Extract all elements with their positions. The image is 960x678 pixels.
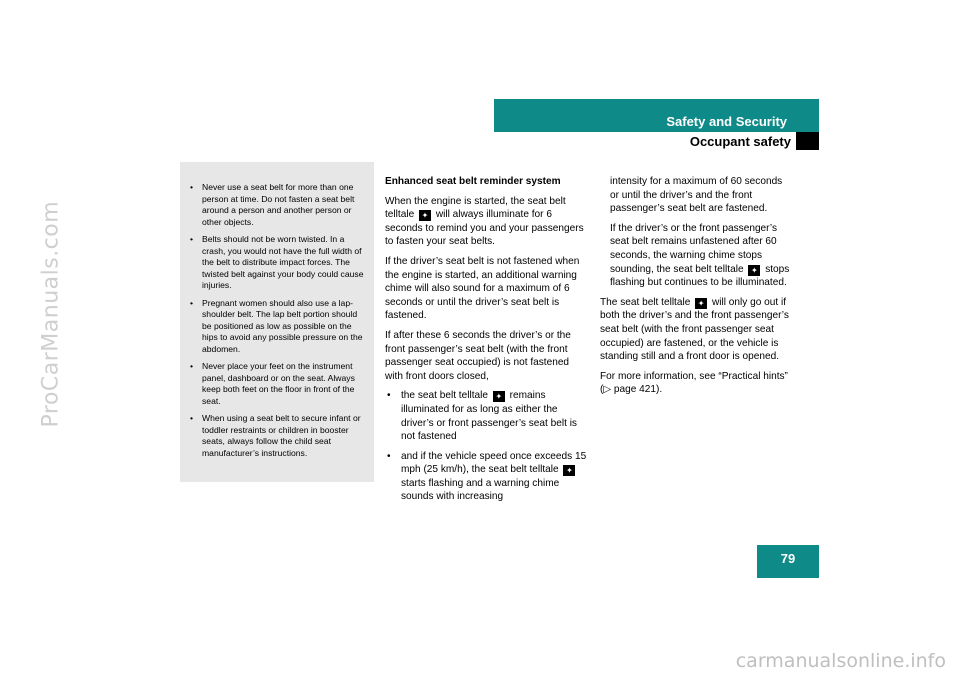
header-marker: [796, 132, 819, 150]
header-bar: [494, 99, 819, 132]
watermark-procarmanuals: ProCarManuals.com: [38, 200, 64, 428]
seat-belt-telltale-icon: ✦: [695, 298, 707, 309]
seat-belt-telltale-icon: ✦: [419, 210, 431, 221]
seat-belt-telltale-icon: ✦: [563, 465, 575, 476]
paragraph: If after these 6 seconds the driver’s or the front passenger’s seat belt (with the front passenger seat occupied) is not fastened with front doors closed,: [385, 329, 571, 382]
warning-box: [180, 162, 374, 482]
list-item: • and if the vehicle speed once exceeds 15 mph (25 km/h), the seat belt telltale ✦ starts flashing and a warning chime sounds with increasing: [387, 450, 587, 503]
warning-item: • Pregnant women should also use a lap-shoulder belt. The lap belt portion should be positioned as low as possible on the hips to avoid any possible pressure on the abdomen.: [190, 297, 363, 354]
body-column-1: [385, 175, 589, 510]
warning-item: • When using a seat belt to secure infant or toddler restraints or children in booster seats, always follow the child seat manufacturer’s instructions.: [190, 413, 361, 458]
warning-text: Pregnant women should also use a lap-shoulder belt. The lap belt portion should be positioned as low as possible on the hips to avoid any possible pressure on the abdomen.: [202, 297, 363, 354]
paragraph: For more information, see “Practical hints” (▷ page 421).: [600, 370, 788, 396]
seat-belt-telltale-icon: ✦: [493, 391, 505, 402]
warning-item: • Never use a seat belt for more than one person at time. Do not fasten a seat belt around a person and another person or other objects.: [190, 182, 355, 227]
paragraph: The seat belt telltale ✦ will only go out if both the driver’s and the front passenger’s seat belt (with the front passenger seat occupied) are fastened, or the vehicle is standing still and a front door is opened.: [600, 296, 789, 363]
paragraph: When the engine is started, the seat belt telltale ✦ will always illuminate for 6 seconds to remind you and your passengers to fasten your seat belts.: [385, 195, 584, 248]
list-item: • the seat belt telltale ✦ remains illuminated for as long as either the driver’s or front passenger’s seat belt is not fastened: [387, 390, 577, 443]
warning-item: • Never place your feet on the instrument panel, dashboard or on the seat. Always keep both feet on the floor in front of the seat.: [190, 361, 355, 406]
warning-text: When using a seat belt to secure infant or toddler restraints or children in booster seats, always follow the child seat manufacturer’s instructions.: [202, 413, 361, 458]
warning-item: • Belts should not be worn twisted. In a crash, you would not have the full width of the belt to distribute impact forces. The twisted belt against your body could cause injuries.: [190, 234, 364, 290]
watermark-carmanualsonline: carmanualsonline.info: [735, 650, 946, 672]
warning-text: Never place your feet on the instrument panel, dashboard or on the seat. Always keep both feet on the floor in front of the seat.: [202, 361, 355, 406]
warning-text: Never use a seat belt for more than one person at time. Do not fasten a seat belt around a person and another person or other objects.: [202, 182, 355, 227]
section-heading: Enhanced seat belt reminder system: [385, 176, 561, 187]
subsection-title: Occupant safety: [689, 134, 791, 149]
body-column-2: [600, 175, 790, 403]
paragraph: If the driver’s or the front passenger’s seat belt remains unfastened after 60 seconds, the warning chime stops sounding, the seat belt telltale ✦ stops flashing but continues to be illuminated.: [610, 222, 790, 289]
page-reference-link[interactable]: (▷ page 421).: [600, 384, 663, 396]
page-number: 79: [757, 545, 819, 578]
paragraph: If the driver’s seat belt is not fastened when the engine is started, an additional warning chime will also sound for a maximum of 6 seconds or until the driver’s seat belt is fastened.: [385, 255, 580, 322]
seat-belt-telltale-icon: ✦: [748, 265, 760, 276]
section-title: Safety and Security: [666, 114, 787, 129]
paragraph: intensity for a maximum of 60 seconds or until the driver’s and the front passenger’s seat belt are fastened.: [610, 176, 783, 215]
warning-text: Belts should not be worn twisted. In a crash, you would not have the full width of the belt to distribute impact forces. The twisted belt against your body could cause injuries.: [202, 234, 364, 290]
